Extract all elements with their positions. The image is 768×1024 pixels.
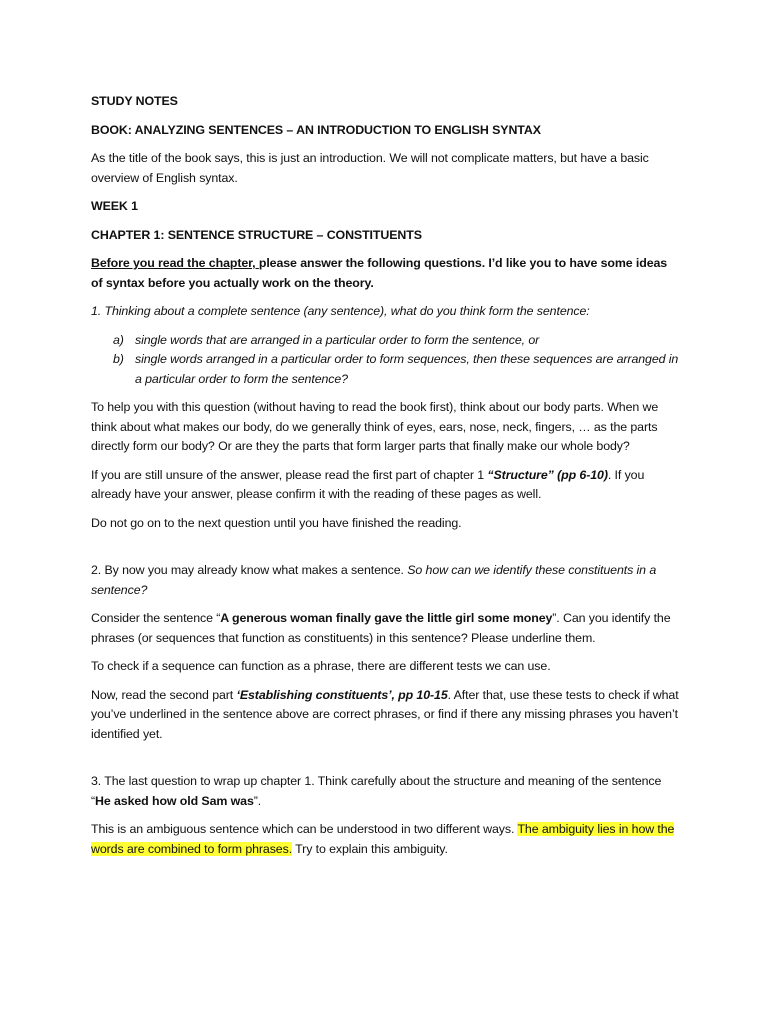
section-gap	[91, 753, 681, 772]
intro-paragraph: As the title of the book says, this is just an introduction. We will not complicate matters, but have a basic overview of English syntax.	[91, 151, 649, 185]
ambig-post-text: Try to explain this ambiguity.	[292, 841, 448, 856]
highlighted-text: The ambiguity lies in how the words are combined to form phrases.	[91, 822, 675, 856]
q3-pre-text: 3. The last question to wrap up chapter 1. Think carefully about the structure and meaning of the sentence “	[91, 774, 662, 808]
section-gap	[91, 542, 681, 561]
ambiguous-sentence: He asked how old Sam was	[95, 793, 254, 808]
now-pre-text: Now, read the second part	[91, 687, 237, 702]
structure-reference: “Structure” (pp 6-10)	[487, 467, 608, 482]
q3-post-text: ”.	[253, 793, 262, 808]
unsure-pre-text: If you are still unsure of the answer, please read the first part of chapter 1	[91, 467, 488, 482]
option-marker: b)	[113, 352, 124, 366]
now-post-text: . After that, use these tests to check if what you’ve underlined in the sentence above are correct phrases, or find if there any missing phrases you haven’t identified yet.	[91, 687, 679, 741]
example-sentence: A generous woman finally gave the little girl some money	[220, 611, 553, 625]
options-list	[91, 331, 681, 390]
week-heading: WEEK 1	[91, 199, 138, 213]
consider-pre-text: Consider the sentence “	[91, 611, 221, 625]
before-rest-text: please answer the following questions. I’d like you to have some ideas of syntax before you actually work on the theory.	[91, 256, 668, 290]
consider-post-text: ”. Can you identify the phrases (or sequences that function as constituents) in this sentence? Please underline them.	[91, 611, 671, 645]
option-marker: a)	[113, 332, 124, 347]
donot-paragraph: Do not go on to the next question until you have finished the reading.	[91, 515, 462, 530]
before-underlined-text: Before you read the chapter,	[91, 256, 259, 270]
now-paragraph	[91, 686, 681, 745]
consider-paragraph	[91, 609, 681, 648]
list-item	[91, 331, 681, 351]
question-1: 1. Thinking about a complete sentence (any sentence), what do you think form the sentence:	[91, 304, 590, 318]
doc-heading-book: BOOK: ANALYZING SENTENCES – AN INTRODUCTION TO ENGLISH SYNTAX	[91, 122, 541, 137]
ambiguity-paragraph	[91, 820, 681, 859]
chapter-heading: CHAPTER 1: SENTENCE STRUCTURE – CONSTITUENTS	[91, 227, 422, 242]
help-paragraph: To help you with this question (without having to read the book first), think about our body parts. When we think about what makes our body, do we generally think of eyes, ears, nose, neck, fingers, … as the parts directly form our body? Or are they the parts that form larger parts that finally make our whole body?	[91, 400, 659, 453]
option-text: single words arranged in a particular order to form sequences, then these sequences are arranged in a particular order to form the sentence?	[135, 352, 679, 386]
question-2	[91, 561, 681, 600]
constituents-reference: ‘Establishing constituents’, pp 10-15	[236, 687, 448, 702]
unsure-paragraph	[91, 466, 681, 505]
check-paragraph: To check if a sequence can function as a phrase, there are different tests we can use.	[91, 659, 551, 673]
ambig-pre-text: This is an ambiguous sentence which can be understood in two different ways.	[91, 822, 518, 836]
list-item	[91, 350, 681, 389]
doc-heading-study-notes: STUDY NOTES	[91, 94, 178, 108]
before-paragraph	[91, 254, 681, 293]
q2-italic-text: So how can we identify these constituents in a sentence?	[91, 563, 657, 597]
document-page	[91, 92, 681, 868]
q2-pre-text: 2. By now you may already know what makes a sentence.	[91, 563, 408, 577]
option-text: single words that are arranged in a particular order to form the sentence, or	[135, 332, 540, 347]
unsure-post-text: . If you already have your answer, please confirm it with the reading of these pages as well.	[91, 467, 645, 501]
question-3	[91, 772, 681, 811]
